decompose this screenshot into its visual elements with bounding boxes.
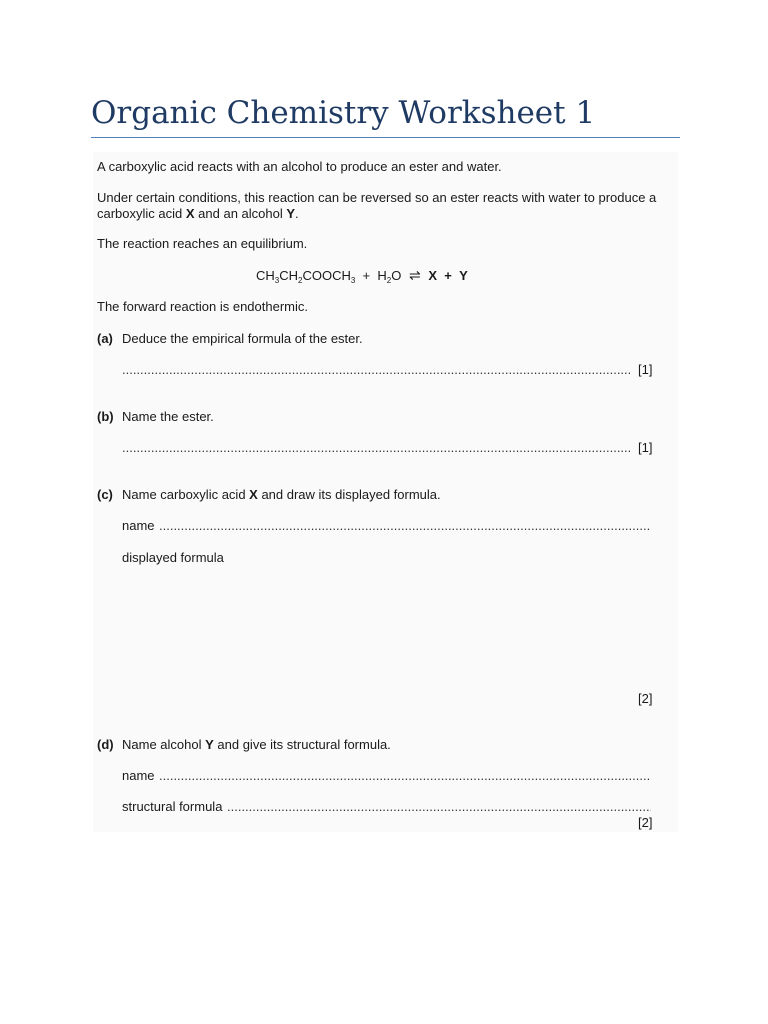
- question-d-text: Name alcohol Y and give its structural formula.: [122, 737, 391, 752]
- question-b-marks: [1]: [638, 440, 653, 455]
- question-d-label: (d): [97, 737, 114, 752]
- intro-line-3: carboxylic acid X and an alcohol Y.: [97, 206, 299, 221]
- answer-line-b[interactable]: [122, 440, 630, 456]
- question-c-name-label: name: [122, 518, 155, 533]
- question-b-text: Name the ester.: [122, 409, 214, 424]
- acid-x-symbol: X: [185, 206, 195, 221]
- question-a-text: Deduce the empirical formula of the ester.: [122, 331, 363, 346]
- intro-line-1: A carboxylic acid reacts with an alcohol to produce an ester and water.: [97, 159, 502, 174]
- answer-line-a[interactable]: [122, 362, 630, 378]
- answer-line-c-name[interactable]: [159, 518, 651, 534]
- equilibrium-arrow-icon: ⇌: [408, 267, 421, 283]
- title-underline: [91, 137, 680, 138]
- answer-line-d-name[interactable]: [159, 768, 651, 784]
- intro-line-4: The reaction reaches an equilibrium.: [97, 236, 308, 251]
- question-d-marks: [2]: [638, 815, 653, 830]
- question-c-marks: [2]: [638, 691, 653, 706]
- question-b-label: (b): [97, 409, 114, 424]
- answer-line-d-structural[interactable]: [227, 799, 651, 815]
- alcohol-y-symbol: Y: [286, 206, 296, 221]
- intro-line-2: Under certain conditions, this reaction can be reversed so an ester reacts with water to produce a: [97, 190, 657, 205]
- question-c-text: Name carboxylic acid X and draw its displayed formula.: [122, 487, 441, 502]
- question-d-name-label: name: [122, 768, 155, 783]
- intro-line-5: The forward reaction is endothermic.: [97, 299, 308, 314]
- page-title: Organic Chemistry Worksheet 1: [91, 95, 596, 131]
- question-c-label: (c): [97, 487, 113, 502]
- question-c-displayed-label: displayed formula: [122, 550, 224, 565]
- question-a-marks: [1]: [638, 362, 653, 377]
- displayed-formula-area[interactable]: [122, 572, 652, 682]
- equilibrium-equation: $CH_3CH_2COOCH_3 + H_2O$ ⇌ X + Y: [256, 267, 468, 285]
- question-d-structural-label: structural formula: [122, 799, 223, 814]
- question-a-label: (a): [97, 331, 113, 346]
